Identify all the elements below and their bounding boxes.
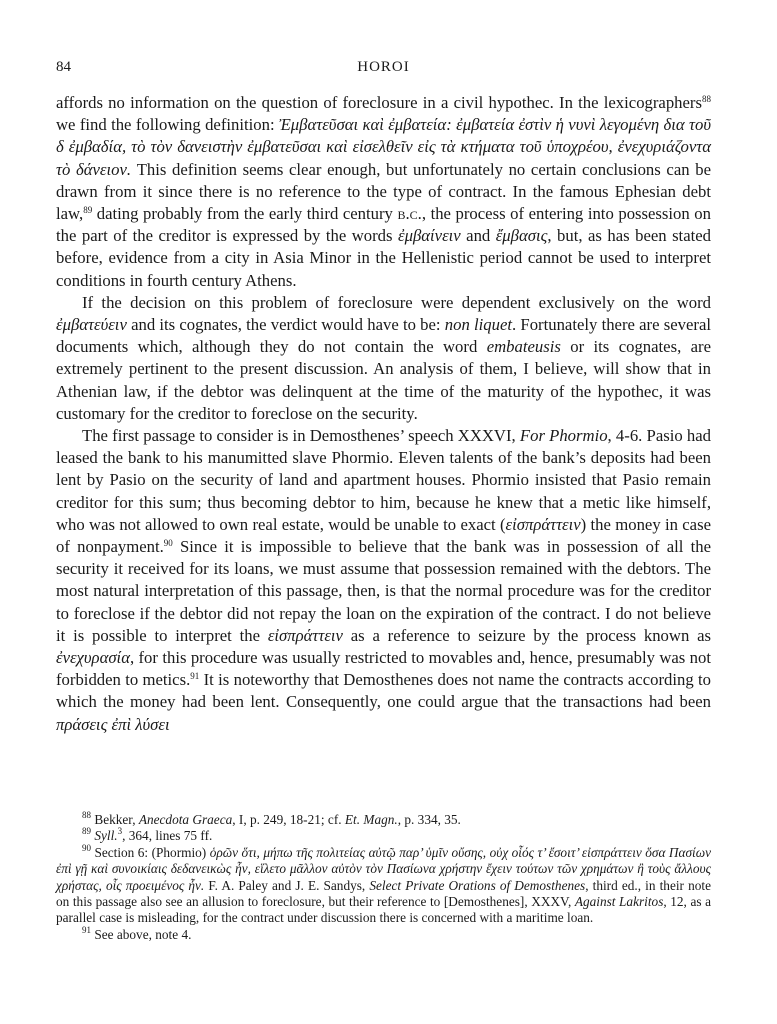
text: , p. 334, 35.	[397, 812, 461, 827]
text: affords no information on the question of foreclosure in a civil hypothec. In the lexicographers	[56, 93, 702, 112]
text: , 364, lines 75 ff.	[122, 828, 213, 844]
greek-phrase: πράσεις ἐπὶ λύσει	[56, 714, 170, 734]
footnote-number: 91	[82, 924, 91, 935]
work-title: Et. Magn.	[344, 812, 398, 827]
text: as a reference to seizure by the process known as	[342, 625, 711, 645]
text: If the decision on this problem of foreclosure were dependent exclusively on the word	[82, 292, 711, 312]
footnote-ref-90: 90	[163, 538, 173, 549]
text: , but, as has been stated before, evidence from a city in Asia Minor in the Hellenistic period cannot be used to interpret conditions in fourth century Athens.	[56, 226, 711, 290]
text: Bekker,	[91, 812, 139, 827]
era-abbrev: b.c.	[397, 204, 422, 224]
text: This definition seems clear enough, but unfortunately no certain conclusions can be drawn from it since there is no reference to the type of contract. In the famous Ephesian debt law,	[56, 159, 711, 224]
footnote-89	[56, 828, 711, 844]
footnote-88	[56, 812, 711, 828]
text: See above, note 4.	[91, 926, 192, 942]
greek-definition: Ἐμβατεῦσαι καὶ ἐμβατεία: ἐμβατεία ἐστὶν ἡ νυνὶ λεγομένη δια τοῦ δ ἐμβαδία, τὸ τὸν δανειστὴν ἐμβατεῦσαι καὶ εἰσελθεῖν εἰς τὰ κτήματα τοῦ ὑποχρέου, ἐνεχυριάζοντα τὸ δάνειον.	[56, 115, 711, 179]
text: , 4-6. Pasio had leased the bank to his manumitted slave Phormio. Eleven talents of the bank’s deposits had been lent by Pasio on the security of land and apartment houses. Phormio insisted that Pasio remain creditor for this sum; thus becoming debtor to him, because he knew that a metic like himself, who was not allowed to own real estate, would be unable to exact (	[56, 426, 711, 534]
running-title: HOROI	[357, 59, 410, 75]
text: we find the following definition:	[56, 115, 279, 135]
edition-number: 3	[117, 826, 123, 837]
text: It is noteworthy that Demosthenes does not name the contracts according to which the money had been lent. Consequently, one could argue that the transactions had been	[56, 670, 711, 712]
text: , for this procedure was usually restricted to movables and, hence, presumably was not forbidden to metics.	[56, 648, 711, 690]
text: or its cognates, are extremely pertinent to the present discussion. An analysis of them, I believe, will show that in Athenian law, if the debtor was delinquent at the time of the maturity of the hypothec, it was customary for the creditor to foreclose on the security.	[56, 337, 711, 423]
text: Since it is impossible to believe that the bank was in possession of all the security it received for its loans, we must assume that possession remained with the debtors. The most natural interpretation of this passage, then, is that the normal procedure was for the creditor to foreclose if the debtor did not repay the loan on the expiration of the contract. I do not believe it is possible to interpret the	[56, 537, 711, 645]
text: The first passage to consider is in Demosthenes’ speech XXXVI,	[82, 426, 520, 446]
latin-phrase: non liquet	[444, 315, 513, 335]
main-text	[56, 92, 711, 736]
greek-word: εἰσπράττειν	[505, 514, 581, 534]
footnote-ref-88: 88	[702, 94, 711, 104]
footnote-ref-89: 89	[83, 205, 93, 216]
work-title: Against Lakritos	[574, 894, 664, 910]
footnote-number: 90	[82, 842, 91, 853]
footnote-number: 89	[82, 826, 91, 837]
text: , I, p. 249, 18-21; cf.	[232, 812, 345, 827]
text: , third ed., in their note on this passage also see an allusion to foreclosure, but their reference to [Demosthenes], XXXV,	[56, 877, 711, 910]
greek-word: ἐμβατεύειν	[56, 315, 127, 335]
work-title: Anecdota Graeca	[138, 812, 233, 827]
greek-word: ἐνεχυρασία	[56, 648, 130, 668]
footnote-ref-91: 91	[190, 671, 200, 682]
text: . Fortunately there are several documents which, although they do not contain the word	[56, 315, 711, 357]
greek-quotation: ὁρῶν ὅτι, μήπω τῆς πολιτείας αὐτῷ παρ’ ὑμῖν οὔσης, οὐχ οἷός τ’ ἔσοιτ’ εἰσπράττειν ὅσα Πασίων ἐπὶ γῇ καὶ συνοικίαις δεδανεικὼς ἦν, εἵλετο μᾶλλον αὐτὸν τὸν Πασίωνα χρήστην ἔχειν τούτων τῶν χρημάτων ἢ τοὺς ἄλλους χρήστας, οἷς προειμένος ἦν.	[56, 844, 712, 893]
footnote-90	[56, 842, 712, 927]
work-title: Syll.	[94, 828, 118, 844]
text: and its cognates, the verdict would have to be:	[126, 315, 445, 335]
text: , the process of entering into possession on the part of the creditor is expressed by the words	[56, 204, 711, 246]
text: and	[460, 226, 496, 246]
text: ) the money in case of nonpayment.	[56, 514, 711, 557]
term: embateusis	[486, 337, 561, 357]
greek-word: ἔμβασις	[495, 226, 548, 246]
footnote-number: 88	[82, 810, 91, 820]
work-title: Select Private Orations of Demosthenes	[369, 877, 586, 893]
paragraph-1	[56, 92, 711, 292]
greek-word: εἰσπράττειν	[267, 625, 343, 645]
text: dating probably from the early third century	[92, 204, 398, 224]
text: F. A. Paley and J. E. Sandys,	[204, 877, 370, 893]
paragraph-2	[56, 292, 711, 425]
text: , 12, as a parallel case is misleading, for the contract under discussion there is concerned with a maritime loan.	[56, 894, 711, 926]
speech-title: For Phormio	[519, 426, 608, 446]
footnotes	[56, 812, 711, 943]
footnote-91	[56, 924, 711, 943]
page-number: 84	[56, 59, 71, 75]
greek-word: ἐμβαίνειν	[398, 226, 461, 246]
page-header	[56, 55, 711, 79]
text: Section 6: (Phormio)	[91, 844, 210, 860]
paragraph-3	[56, 425, 711, 736]
